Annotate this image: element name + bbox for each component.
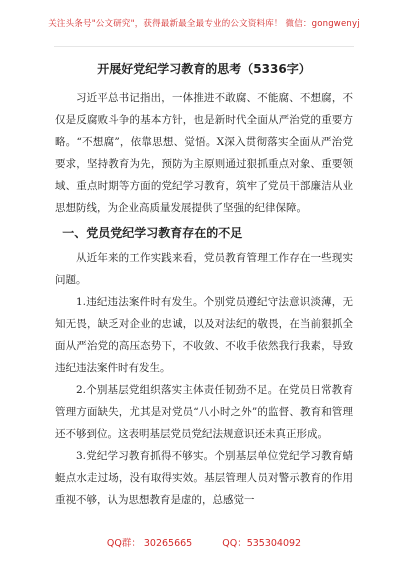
- item-paragraph-3: 3.党纪学习教育抓得不够实。个别基层单位党纪学习教育蜻蜓点水走过场，没有取得实效。基层管理人员对警示教育的作用重视不够，认为思想教育是虚的，总感觉一: [55, 450, 353, 506]
- qq-group-text: QQ群： 30265665: [106, 538, 193, 549]
- item-paragraph-2: 2.个别基层党组织落实主体责任韧劲不足。在党员日常教育管理方面缺失，尤其是对党员“八小时之外”的监督、教育和管理还不够到位。这表明基层党员党纪法规意识还未真正形成。: [55, 384, 353, 440]
- qq-contact-text: QQ：535304092: [222, 538, 302, 549]
- document-body: [55, 54, 353, 511]
- intro-paragraph: 习近平总书记指出，一体推进不敢腐、不能腐、不想腐，不仅是反腐败斗争的基本方针，也是新时代全面从严治党的重要方略。“不想腐”，依靠思想、觉悟。X深入贯彻落实全面从严治党要求，坚持教育为先，预防为主原则通过狠抓重点对象、重要领域、重点时期等方面的党纪学习教育，筑牢了党员干部廉洁从业思想防线，为企业高质量发展提供了坚强的纪律保障。: [55, 92, 353, 214]
- header-divider: [54, 46, 354, 47]
- section-intro-paragraph: 从近年来的工作实践来看，党员教育管理工作存在一些现实问题。: [55, 252, 353, 286]
- document-title: 开展好党纪学习教育的思考（5336字）: [97, 62, 311, 76]
- section-heading: 一、党员党纪学习教育存在的不足: [62, 226, 243, 240]
- page-header-notice: 关注头条号"公文研究"，获得最新最全最专业的公文资料库！ 微信：gongwenyj: [48, 19, 360, 29]
- page-footer: [0, 532, 408, 552]
- item-paragraph-1: 1.违纪违法案件时有发生。个别党员遵纪守法意识淡薄，无知无畏，缺乏对企业的忠诚，以及对法纪的敬畏，在当前狠抓全面从严治党的高压态势下，不收敛、不收手依然我行我素，导致违纪违法案件时有发生。: [55, 296, 353, 374]
